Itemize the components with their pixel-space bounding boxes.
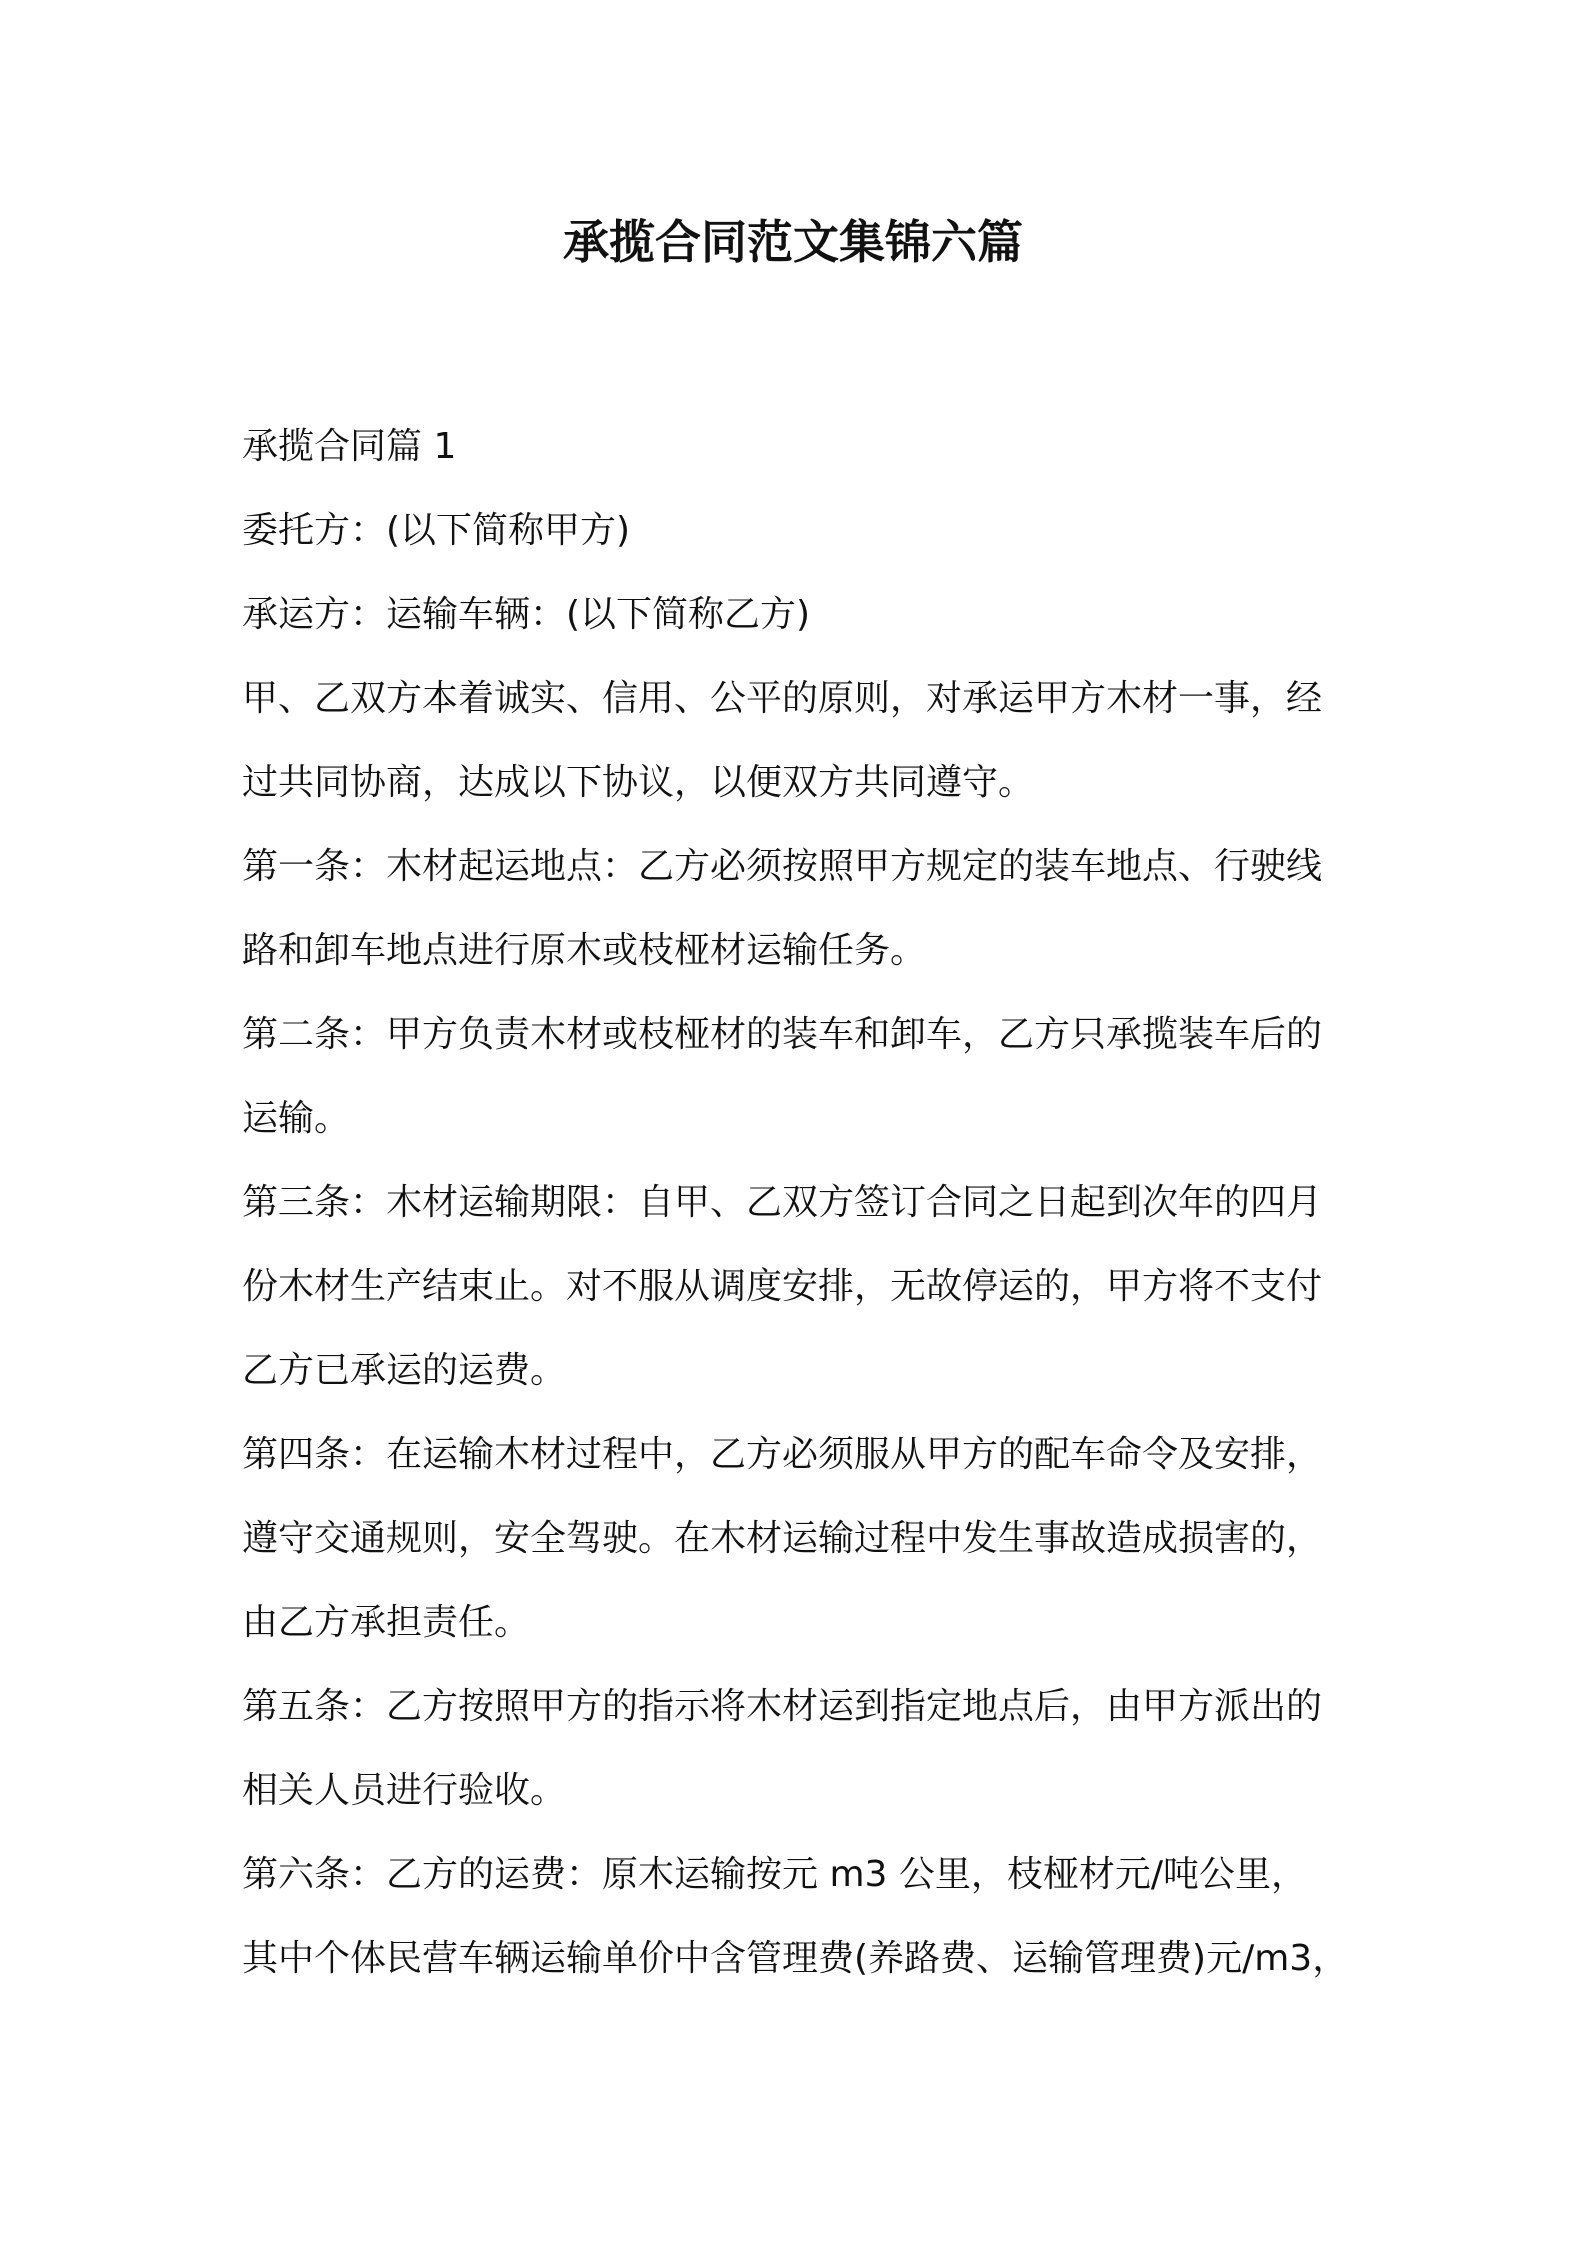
section-heading: 承揽合同篇 1 bbox=[242, 426, 457, 467]
paragraph-line: 第一条：木材起运地点：乙方必须按照甲方规定的装车地点、行驶线 bbox=[242, 846, 1323, 887]
paragraph-line: 路和卸车地点进行原木或枝桠材运输任务。 bbox=[242, 930, 927, 971]
paragraph-line: 其中个体民营车辆运输单价中含管理费(养路费、运输管理费)元/m3， bbox=[242, 1938, 1349, 1979]
paragraph-line: 由乙方承担责任。 bbox=[242, 1602, 531, 1643]
paragraph-line: 甲、乙双方本着诚实、信用、公平的原则，对承运甲方木材一事，经 bbox=[242, 678, 1323, 719]
paragraph-line: 第二条：甲方负责木材或枝桠材的装车和卸车，乙方只承揽装车后的 bbox=[242, 1014, 1323, 1055]
paragraph-line: 运输。 bbox=[242, 1098, 351, 1139]
paragraph-line: 遵守交通规则，安全驾驶。在木材运输过程中发生事故造成损害的， bbox=[242, 1518, 1323, 1559]
paragraph-line: 承运方：运输车辆：(以下简称乙方) bbox=[242, 594, 811, 635]
paragraph-line: 过共同协商，达成以下协议，以便双方共同遵守。 bbox=[242, 762, 1035, 803]
paragraph-line: 第六条：乙方的运费：原木运输按元 m3 公里，枝桠材元/吨公里， bbox=[242, 1854, 1307, 1895]
paragraph-line: 份木材生产结束止。对不服从调度安排，无故停运的，甲方将不支付 bbox=[242, 1266, 1323, 1307]
document-title: 承揽合同范文集锦六篇 bbox=[563, 215, 1023, 269]
document-body bbox=[242, 405, 1362, 2001]
paragraph-line: 第四条：在运输木材过程中，乙方必须服从甲方的配车命令及安排， bbox=[242, 1434, 1323, 1475]
paragraph-line: 第五条：乙方按照甲方的指示将木材运到指定地点后，由甲方派出的 bbox=[242, 1686, 1323, 1727]
paragraph-line: 乙方已承运的运费。 bbox=[242, 1350, 567, 1391]
paragraph-line: 委托方：(以下简称甲方) bbox=[242, 510, 631, 551]
paragraph-line: 第三条：木材运输期限：自甲、乙双方签订合同之日起到次年的四月 bbox=[242, 1182, 1323, 1223]
paragraph-line: 相关人员进行验收。 bbox=[242, 1770, 567, 1811]
